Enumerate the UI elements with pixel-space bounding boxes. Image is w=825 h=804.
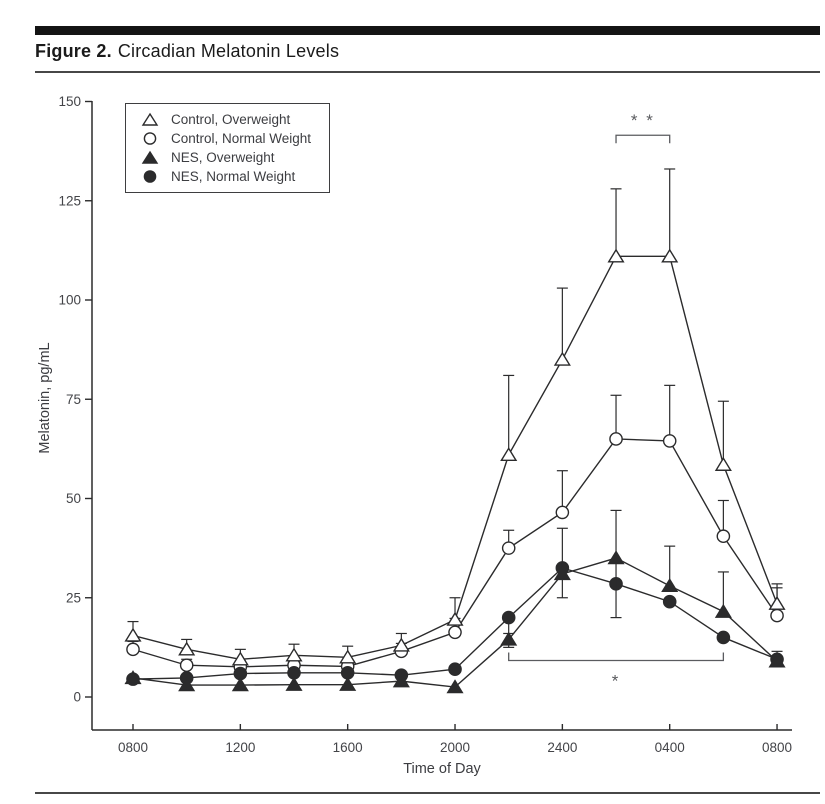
- data-point-marker: [501, 448, 516, 460]
- filled-triangle-icon: [141, 150, 171, 165]
- data-point-marker: [717, 631, 729, 643]
- data-point-marker: [126, 629, 141, 641]
- data-point-marker: [556, 506, 568, 518]
- data-point-marker: [555, 353, 570, 365]
- data-point-marker: [503, 612, 515, 624]
- y-tick-label: 150: [58, 94, 81, 109]
- legend-item-nes-overweight: [141, 148, 329, 167]
- y-tick-label: 0: [73, 689, 81, 705]
- data-point-marker: [610, 433, 622, 445]
- y-axis-title: Melatonin, pg/mL: [37, 342, 53, 454]
- legend-label: Control, Normal Weight: [171, 131, 312, 146]
- legend-label: NES, Overweight: [171, 150, 275, 165]
- figure-number: Figure 2.: [35, 41, 112, 61]
- bottom-rule: [35, 792, 820, 794]
- data-point-marker: [770, 597, 785, 609]
- y-axis-ticks: [58, 94, 92, 705]
- legend-label: Control, Overweight: [171, 112, 291, 127]
- data-point-marker: [609, 552, 624, 564]
- significance-bracket: [509, 652, 724, 690]
- filled-circle-icon: [141, 169, 171, 184]
- x-tick-label: 0800: [117, 740, 149, 755]
- x-tick-label: 2000: [439, 740, 471, 755]
- legend-item-control-overweight: [141, 110, 329, 129]
- data-point-marker: [179, 643, 194, 655]
- axes: [92, 101, 792, 730]
- y-tick-label: 125: [58, 193, 81, 209]
- data-point-marker: [717, 530, 729, 542]
- significance-label: *: [611, 671, 621, 691]
- significance-bracket: [616, 111, 670, 143]
- data-point-marker: [664, 596, 676, 608]
- legend-item-nes-normal: [141, 167, 329, 186]
- legend-box: [125, 103, 330, 193]
- open-circle-icon: [141, 131, 171, 146]
- figure-title-text: Circadian Melatonin Levels: [117, 41, 340, 61]
- x-axis-ticks: [118, 724, 792, 755]
- significance-label: * *: [630, 111, 655, 131]
- x-tick-label: 1200: [225, 740, 256, 755]
- data-point-marker: [448, 613, 463, 625]
- data-point-marker: [662, 579, 677, 591]
- data-point-marker: [501, 633, 516, 645]
- data-point-marker: [771, 610, 783, 622]
- x-tick-label: 1600: [332, 740, 363, 755]
- data-point-marker: [127, 643, 139, 655]
- data-point-marker: [664, 435, 676, 447]
- y-tick-label: 75: [65, 391, 81, 407]
- y-tick-label: 100: [58, 292, 81, 308]
- x-tick-label: 0400: [654, 740, 685, 755]
- legend-label: NES, Normal Weight: [171, 169, 296, 184]
- legend-item-control-normal: [141, 129, 329, 148]
- open-triangle-icon: [141, 112, 171, 127]
- series-control-overweight: [126, 169, 785, 665]
- y-tick-label: 50: [65, 491, 81, 506]
- data-point-marker: [181, 659, 193, 671]
- data-point-marker: [716, 605, 731, 617]
- data-point-marker: [394, 639, 409, 651]
- x-tick-label: 2400: [547, 740, 578, 755]
- y-tick-label: 25: [65, 590, 81, 606]
- data-point-marker: [716, 458, 731, 470]
- x-axis-title: Time of Day: [403, 761, 481, 777]
- x-tick-label: 0800: [762, 740, 793, 755]
- series-control-normal-weight: [127, 385, 783, 673]
- data-point-marker: [449, 663, 461, 675]
- data-point-marker: [503, 542, 515, 554]
- data-point-marker: [449, 626, 461, 638]
